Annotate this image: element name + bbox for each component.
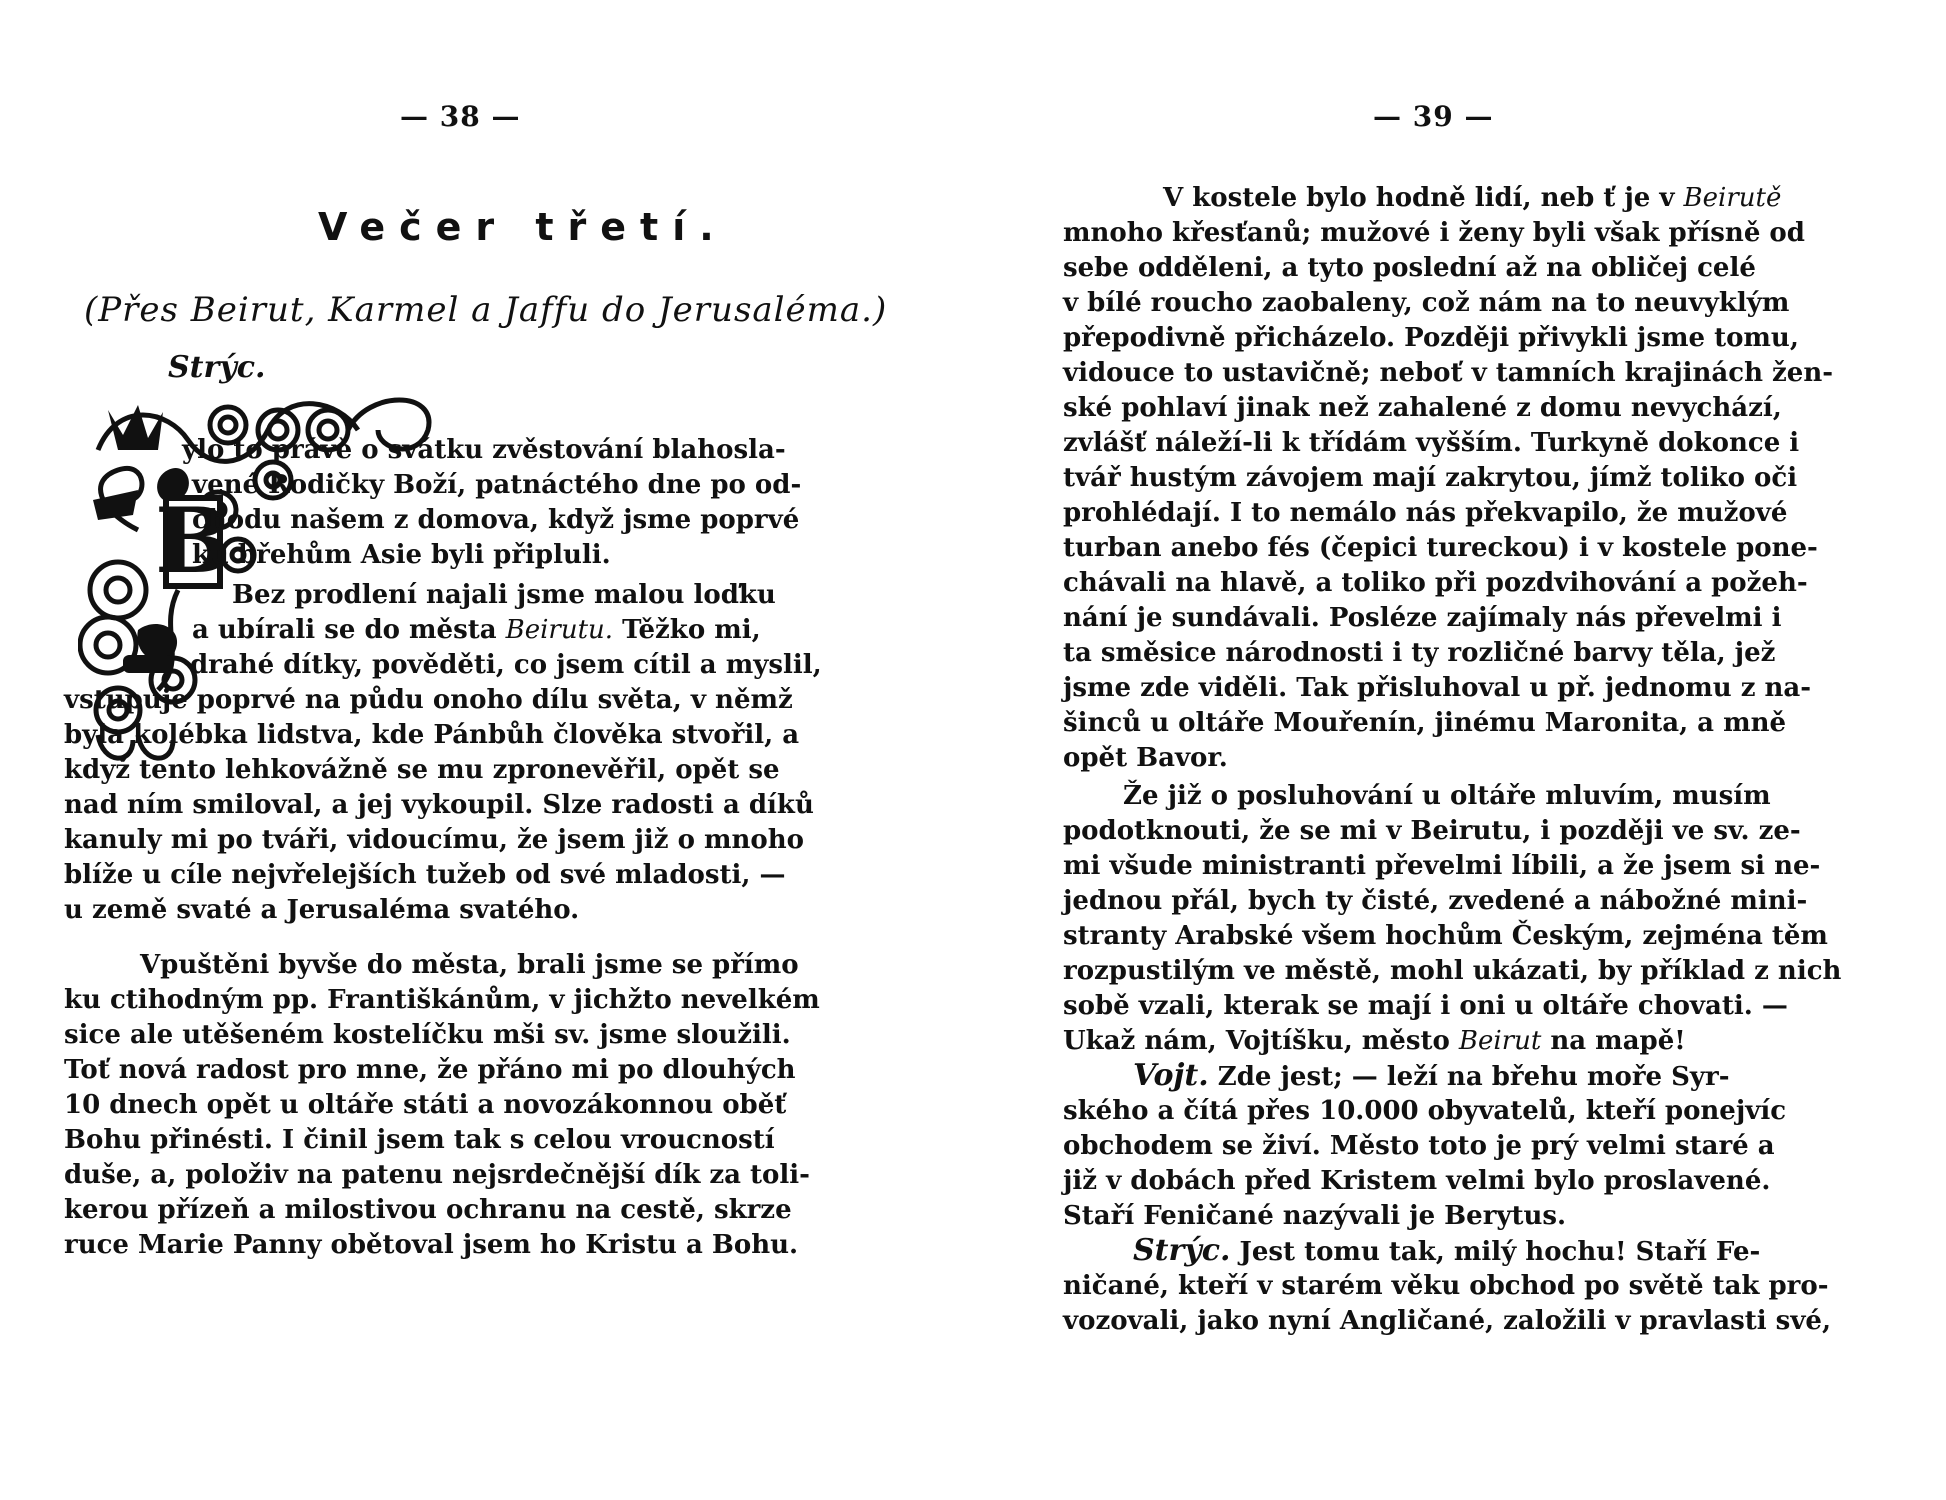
text-line: duše, a, položiv na patenu nejsrdečnější dík za toli- xyxy=(64,1160,810,1190)
text-line: ského a čítá přes 10.000 obyvatelů, kteří ponejvíc xyxy=(1063,1096,1787,1126)
text-span: V kostele bylo hodně lidí, neb ť je v xyxy=(1163,183,1684,213)
text-line xyxy=(1133,1233,1760,1269)
text-line: ta směsice národnosti i ty rozličné barvy těla, jež xyxy=(1063,638,1776,668)
text-span: Jest tomu tak, milý hochu! Staří Fe- xyxy=(1230,1237,1761,1267)
text-line: ské pohlaví jinak než zahalené z domu nevychází, xyxy=(1063,393,1782,423)
place-name: Beirutě xyxy=(1683,183,1782,213)
text-line: zvlášť náleží-li k třídám vyšším. Turkyně dokonce i xyxy=(1063,428,1800,458)
text-line: chodu našem z domova, když jsme poprvé xyxy=(192,505,800,535)
text-span: na mapě! xyxy=(1541,1026,1686,1056)
svg-text:B: B xyxy=(154,488,232,594)
text-line: vstupuje poprvé na půdu onoho dílu světa, v němž xyxy=(64,685,793,715)
text-line: vené Rodičky Boží, patnáctého dne po od- xyxy=(192,470,802,500)
text-line: v bílé roucho zaobaleny, což nám na to neuvyklým xyxy=(1063,288,1790,318)
text-line: Vpuštěni byvše do města, brali jsme se přímo xyxy=(140,950,799,980)
text-line: stranty Arabské všem hochům Českým, zejména těm xyxy=(1063,921,1828,951)
text-span: Těžko mi, xyxy=(613,615,761,645)
text-line xyxy=(1133,1058,1730,1094)
text-span: a ubírali se do města xyxy=(192,615,506,645)
text-line: ničané, kteří v starém věku obchod po světě tak pro- xyxy=(1063,1271,1829,1301)
text-line: turban anebo fés (čepici tureckou) i v kostele pone- xyxy=(1063,533,1818,563)
text-line: šinců u oltáře Mouřenín, jinému Maronita, a mně xyxy=(1063,708,1787,738)
text-line: vidouce to ustavičně; neboť v tamních krajinách žen- xyxy=(1063,358,1834,388)
text-line: nání je sundávali. Posléze zajímaly nás převelmi i xyxy=(1063,603,1782,633)
text-line: jednou přál, bych ty čisté, zvedené a nábožné mini- xyxy=(1063,886,1808,916)
text-line: když tento lehkovážně se mu zpronevěřil, opět se xyxy=(64,755,780,785)
place-name: Beirutu. xyxy=(505,615,614,645)
text-line: u země svaté a Jerusaléma svatého. xyxy=(64,895,580,925)
text-line: blíže u cíle nejvřelejších tužeb od své mladosti, — xyxy=(64,860,786,890)
text-line: mi všude ministranti převelmi líbili, a že jsem si ne- xyxy=(1063,851,1821,881)
text-line: ruce Marie Panny obětoval jsem ho Kristu a Bohu. xyxy=(64,1230,799,1260)
text-line: Bez prodlení najali jsme malou loďku xyxy=(232,580,776,610)
speaker-label: Strýc. xyxy=(1133,1233,1231,1268)
text-line: jsme zde viděli. Tak přisluhoval u př. jednomu z na- xyxy=(1063,673,1812,703)
page-number: — 39 — xyxy=(1373,100,1494,133)
text-line: rozpustilým ve městě, mohl ukázati, by příklad z nich xyxy=(1063,956,1842,986)
chapter-subtitle: (Přes Beirut, Karmel a Jaffu do Jerusaléma.) xyxy=(84,290,888,330)
text-line: vozovali, jako nyní Angličané, založili v pravlasti své, xyxy=(1063,1306,1832,1336)
text-line: obchodem se živí. Město toto je prý velmi staré a xyxy=(1063,1131,1775,1161)
text-line: Že již o posluhování u oltáře mluvím, musím xyxy=(1123,781,1771,811)
text-line: sobě vzali, kterak se mají i oni u oltáře chovati. — xyxy=(1063,991,1788,1021)
speaker-label: Strýc. xyxy=(168,350,266,385)
chapter-heading: Večer třetí. xyxy=(318,205,728,249)
text-line: 10 dnech opět u oltáře státi a novozákonnou oběť xyxy=(64,1090,787,1120)
text-line: přepodivně přicházelo. Později přivykli jsme tomu, xyxy=(1063,323,1799,353)
text-line: podotknouti, že se mi v Beirutu, i později ve sv. ze- xyxy=(1063,816,1801,846)
right-page xyxy=(973,0,1946,1500)
page-number: — 38 — xyxy=(400,100,521,133)
text-line: kerou přízeň a milostivou ochranu na cestě, skrze xyxy=(64,1195,792,1225)
text-span: Ukaž nám, Vojtíšku, město xyxy=(1063,1026,1459,1056)
text-line: sice ale utěšeném kostelíčku mši sv. jsme sloužili. xyxy=(64,1020,791,1050)
text-line: chávali na hlavě, a toliko při pozdvihování a požeh- xyxy=(1063,568,1808,598)
text-line xyxy=(192,612,761,648)
text-line: mnoho křesťanů; mužové i ženy byli však přísně od xyxy=(1063,218,1805,248)
text-line: Toť nová radost pro mne, že přáno mi po dlouhých xyxy=(64,1055,796,1085)
text-line: prohlédají. I to nemálo nás překvapilo, že mužové xyxy=(1063,498,1788,528)
text-span: Zde jest; — leží na břehu moře Syr- xyxy=(1208,1062,1730,1092)
text-line: byla kolébka lidstva, kde Pánbůh člověka stvořil, a xyxy=(64,720,800,750)
text-line: nad ním smiloval, a jej vykoupil. Slze radosti a díků xyxy=(64,790,814,820)
text-line: ku ctihodným pp. Františkánům, v jichžto nevelkém xyxy=(64,985,820,1015)
text-line: tvář hustým závojem mají zakrytou, jímž toliko oči xyxy=(1063,463,1798,493)
text-line: již v dobách před Kristem velmi bylo proslavené. xyxy=(1063,1166,1771,1196)
text-line: drahé dítky, pověděti, co jsem cítil a myslil, xyxy=(190,650,822,680)
text-line: kanuly mi po tváři, vidoucímu, že jsem již o mnoho xyxy=(64,825,804,855)
text-line: opět Bavor. xyxy=(1063,743,1228,773)
text-line: Staří Feničané nazývali je Berytus. xyxy=(1063,1201,1567,1231)
text-line: ku břehům Asie byli připluli. xyxy=(192,540,611,570)
text-line: ylo to právě o svátku zvěstování blahosla- xyxy=(182,435,786,465)
text-line: Bohu přinésti. I činil jsem tak s celou vroucností xyxy=(64,1125,775,1155)
place-name: Beirut xyxy=(1458,1026,1542,1056)
text-line: sebe odděleni, a tyto poslední až na obličej celé xyxy=(1063,253,1756,283)
speaker-label: Vojt. xyxy=(1133,1058,1209,1093)
text-line xyxy=(1063,1023,1686,1059)
text-line xyxy=(1163,180,1781,216)
